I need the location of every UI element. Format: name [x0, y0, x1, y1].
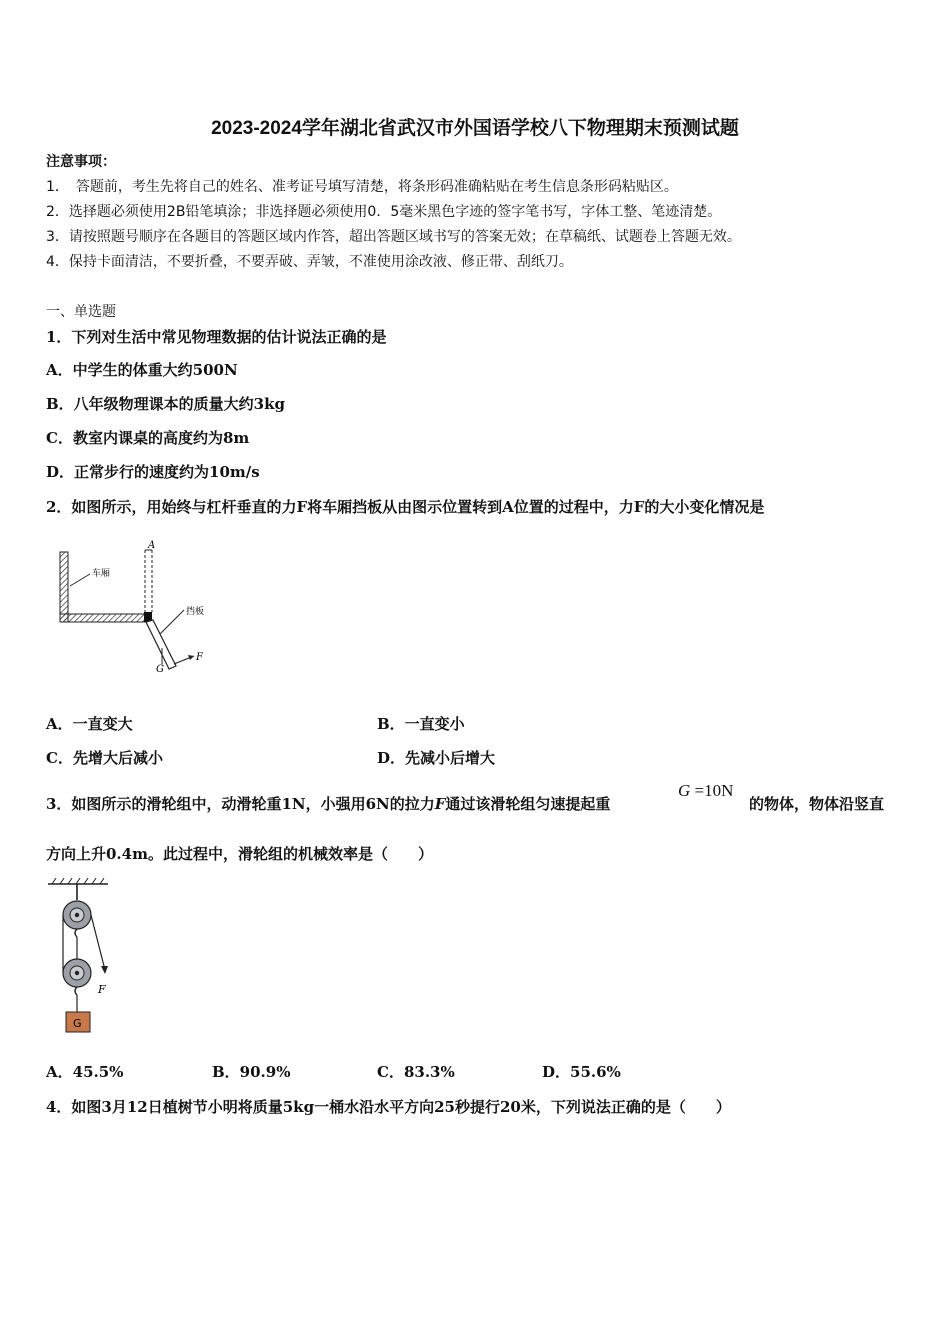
q1-stem: 1．下列对生活中常见物理数据的估计说法正确的是: [46, 328, 387, 346]
notice-item-4: 4．保持卡面清洁，不要折叠，不要弄破、弄皱，不准使用涂改液、修正带、刮纸刀。: [46, 254, 573, 270]
q2-option-a: A．一直变大: [46, 715, 133, 733]
q2-option-b: B．一直变小: [377, 715, 465, 733]
q3-option-c: C．83.3%: [377, 1063, 455, 1081]
q2-label-f: F: [196, 652, 203, 663]
q2-stem: 2．如图所示，用始终与杠杆垂直的力F将车厢挡板从由图示位置转到A位置的过程中，力F的大小变化情况是: [46, 498, 765, 516]
q3-option-b: B．90.9%: [212, 1063, 291, 1081]
notice-item-3: 3．请按照题号顺序在各题目的答题区域内作答，超出答题区域书写的答案无效；在草稿纸、试题卷上答题无效。: [46, 229, 741, 245]
q4-stem: 4．如图3月12日植树节小明将质量5kg一桶水沿水平方向25秒提行20米，下列说法正确的是（ ）: [46, 1098, 731, 1116]
q3-stem-line2: 方向上升0.4m。此过程中，滑轮组的机械效率是（ ）: [46, 845, 433, 863]
q1-option-c: C．教室内课桌的高度约为8m: [46, 429, 250, 447]
q1-option-d: D．正常步行的速度约为10m/s: [46, 463, 260, 481]
q3-stem-part3: 的物体，物体沿竖直: [749, 795, 885, 813]
q2-label-g: G: [156, 664, 164, 675]
q3-formula-rest: =10N: [690, 781, 734, 800]
q3-stem-part1: 3．如图所示的滑轮组中，动滑轮重1N，小强用6N的拉力: [46, 795, 435, 813]
q3-label-g: G: [73, 1017, 82, 1030]
q1-option-b: B．八年级物理课本的质量大约3kg: [46, 395, 285, 413]
q3-formula: [678, 781, 733, 801]
q3-option-a: A．45.5%: [46, 1063, 124, 1081]
q2-label-a: A: [148, 540, 156, 551]
section-heading: 一、单选题: [46, 304, 116, 320]
q3-pulley-figure: [44, 878, 124, 1038]
q3-formula-var: G: [678, 781, 691, 800]
q3-stem-line1: [46, 794, 610, 814]
q2-lever-figure: [56, 538, 226, 678]
notice-item-2: 2．选择题必须使用2B铅笔填涂；非选择题必须使用0．5毫米黑色字迹的签字笔书写，字体工整、笔迹清楚。: [46, 204, 722, 220]
page-title: 2023-2024学年湖北省武汉市外国语学校八下物理期末预测试题: [211, 118, 739, 139]
q1-option-a: A．中学生的体重大约500N: [46, 361, 238, 379]
q2-option-c: C．先增大后减小: [46, 749, 163, 767]
q2-label-box: 车厢: [92, 569, 111, 579]
notice-heading: 注意事项：: [46, 154, 116, 170]
q3-option-d: D．55.6%: [542, 1063, 621, 1081]
q2-option-d: D．先减小后增大: [377, 749, 496, 767]
q3-stem-var: F: [434, 795, 446, 813]
q3-stem-part2: 通过该滑轮组匀速提起重: [445, 795, 611, 813]
q2-label-board: 挡板: [186, 607, 205, 617]
notice-item-1: 1． 答题前，考生先将自己的姓名、准考证号填写清楚，将条形码准确粘贴在考生信息条形码粘贴区。: [46, 179, 678, 195]
q3-label-f: F: [98, 983, 106, 996]
